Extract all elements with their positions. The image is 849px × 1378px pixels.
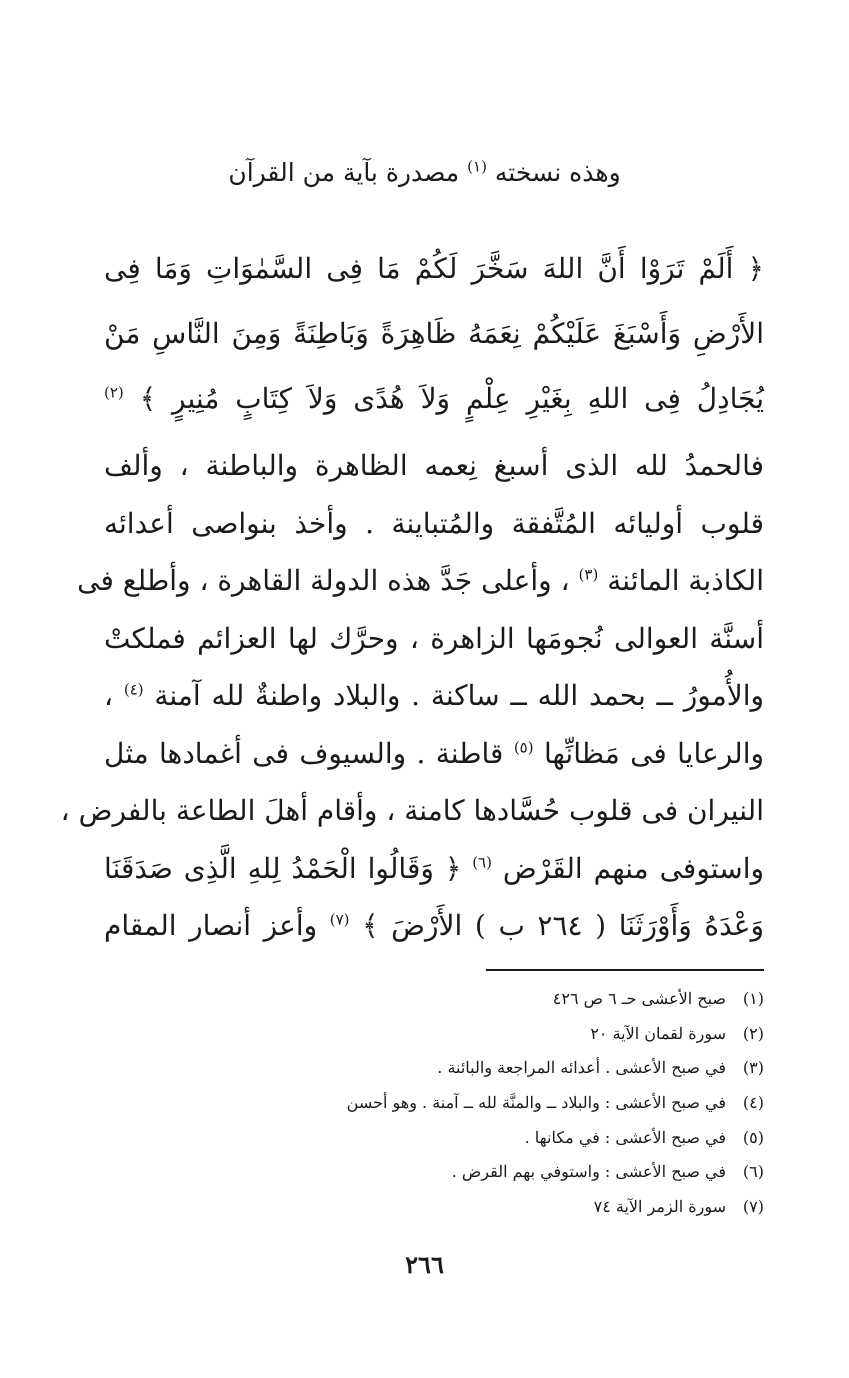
heading-text-rest: مصدرة بآية من القرآن [228,158,460,187]
verse-line: الأَرْضِ وَأَسْبَغَ عَلَيْكُمْ نِعَمَهُ ظَاهِرَةً وَبَاطِنَةً وَمِنَ النَّاسِ مَنْ [104,317,764,350]
prose-line: قلوب أوليائه المُتَّفقة والمُتباينة . وأخذ بنواصى أعدائه [104,506,764,540]
prose-text: وَعْدَهُ وَأَوْرَثَنَا ( ٢٦٤ ب ) الأَرْضَ ﴾ [362,909,765,942]
footnote-number: (٦) [742,1162,764,1182]
prose-text: والرعايا فى مَظانِّها [543,736,764,770]
prose-line [104,840,764,898]
footnote-text: صبح الأعشى حـ ٦ ص ٤٢٦ [552,989,726,1008]
footnote-item [104,982,764,1017]
prose-line [77,552,764,610]
footnote-item [104,1017,764,1052]
footnote-ref: (٧) [329,910,350,929]
verse-line-last [104,366,764,431]
prose-text: الكاذبة المائنة [607,564,764,597]
footnote-ref: (٦) [472,853,492,872]
prose-paragraph [60,437,765,955]
footnote-ref: (٤) [123,680,144,699]
footnote-item [104,1155,764,1190]
footnote-ref: (٥) [513,738,534,757]
footnote-number: (٥) [742,1127,764,1147]
footnote-number: (١) [742,989,764,1008]
prose-text: ﴿ وَقَالُوا الْحَمْدُ لِلهِ الَّذِى صَدَقَنَا [104,851,462,885]
footnote-number: (٧) [742,1197,764,1217]
prose-text: ، [104,679,114,712]
section-heading [0,158,849,188]
footnote-item [104,1121,764,1156]
prose-line [104,897,764,955]
footnote-text: سورة لقمان الآية ٢٠ [590,1023,726,1043]
footnote-item [104,1051,764,1086]
footnote-ref: (٣) [578,565,599,584]
prose-line: فالحمدُ لله الذى أسبغ نِعمه الظاهرة والباطنة ، وألف [104,449,764,482]
footnotes-list [104,982,764,1225]
verse-footnote-ref: (٢) [104,383,124,402]
prose-line [104,725,764,783]
footnote-item [104,1190,764,1225]
heading-footnote-ref: (١) [467,157,487,176]
footnote-text: في صبح الأعشى : واستوفي بهم القرض . [451,1162,726,1182]
footnote-item [104,1086,764,1121]
quran-verse-luqman [104,236,764,431]
prose-text: والأُمورُ ــ بحمد الله ــ ساكنة . والبلاد واطنةٌ لله آمنة [154,679,764,712]
prose-text: ، وأعلى جَدَّ هذه الدولة القاهرة ، وأطلع فى [77,564,570,597]
footnote-number: (٤) [742,1093,764,1113]
prose-line: النيران فى قلوب حُسَّادها كامنة ، وأقام أهلَ الطاعة بالفرض ، [60,794,764,827]
footnote-text: سورة الزمر الآية ٧٤ [593,1197,726,1217]
footnote-number: (٣) [742,1058,764,1078]
footnote-text: في صبح الأعشى . أعدائه المراجعة والبائنة . [437,1058,726,1078]
page-number: ٢٦٦ [405,1250,444,1279]
footnote-number: (٢) [742,1023,764,1043]
prose-line: أسنَّة العوالى نُجومَها الزاهرة ، وحرَّك لها العزائم فملكتْ [104,621,764,655]
verse-line: ﴿ أَلَمْ تَرَوْا أَنَّ اللهَ سَخَّرَ لَكُمْ مَا فِى السَّمٰوَاتِ وَمَا فِى [104,252,764,285]
prose-line [104,667,764,725]
prose-text: واستوفى منهم القَرْض [502,851,764,885]
footnote-text: في صبح الأعشى : في مكانها . [524,1127,726,1147]
footnote-divider [486,969,764,971]
footnote-text: في صبح الأعشى : والبلاد ــ والمنَّة لله ــ آمنة . وهو أحسن [346,1093,726,1113]
prose-text: قاطنة . والسيوف فى أغمادها مثل [104,736,504,770]
verse-line-text: يُجَادِلُ فِى اللهِ بِغَيْرِ عِلْمٍ وَلاَ هُدًى وَلاَ كِتَابٍ مُنِيرٍ ﴾ [139,382,764,415]
heading-text: وهذه نسخته [494,158,621,187]
prose-text: وأعز أنصار المقام [104,909,318,942]
